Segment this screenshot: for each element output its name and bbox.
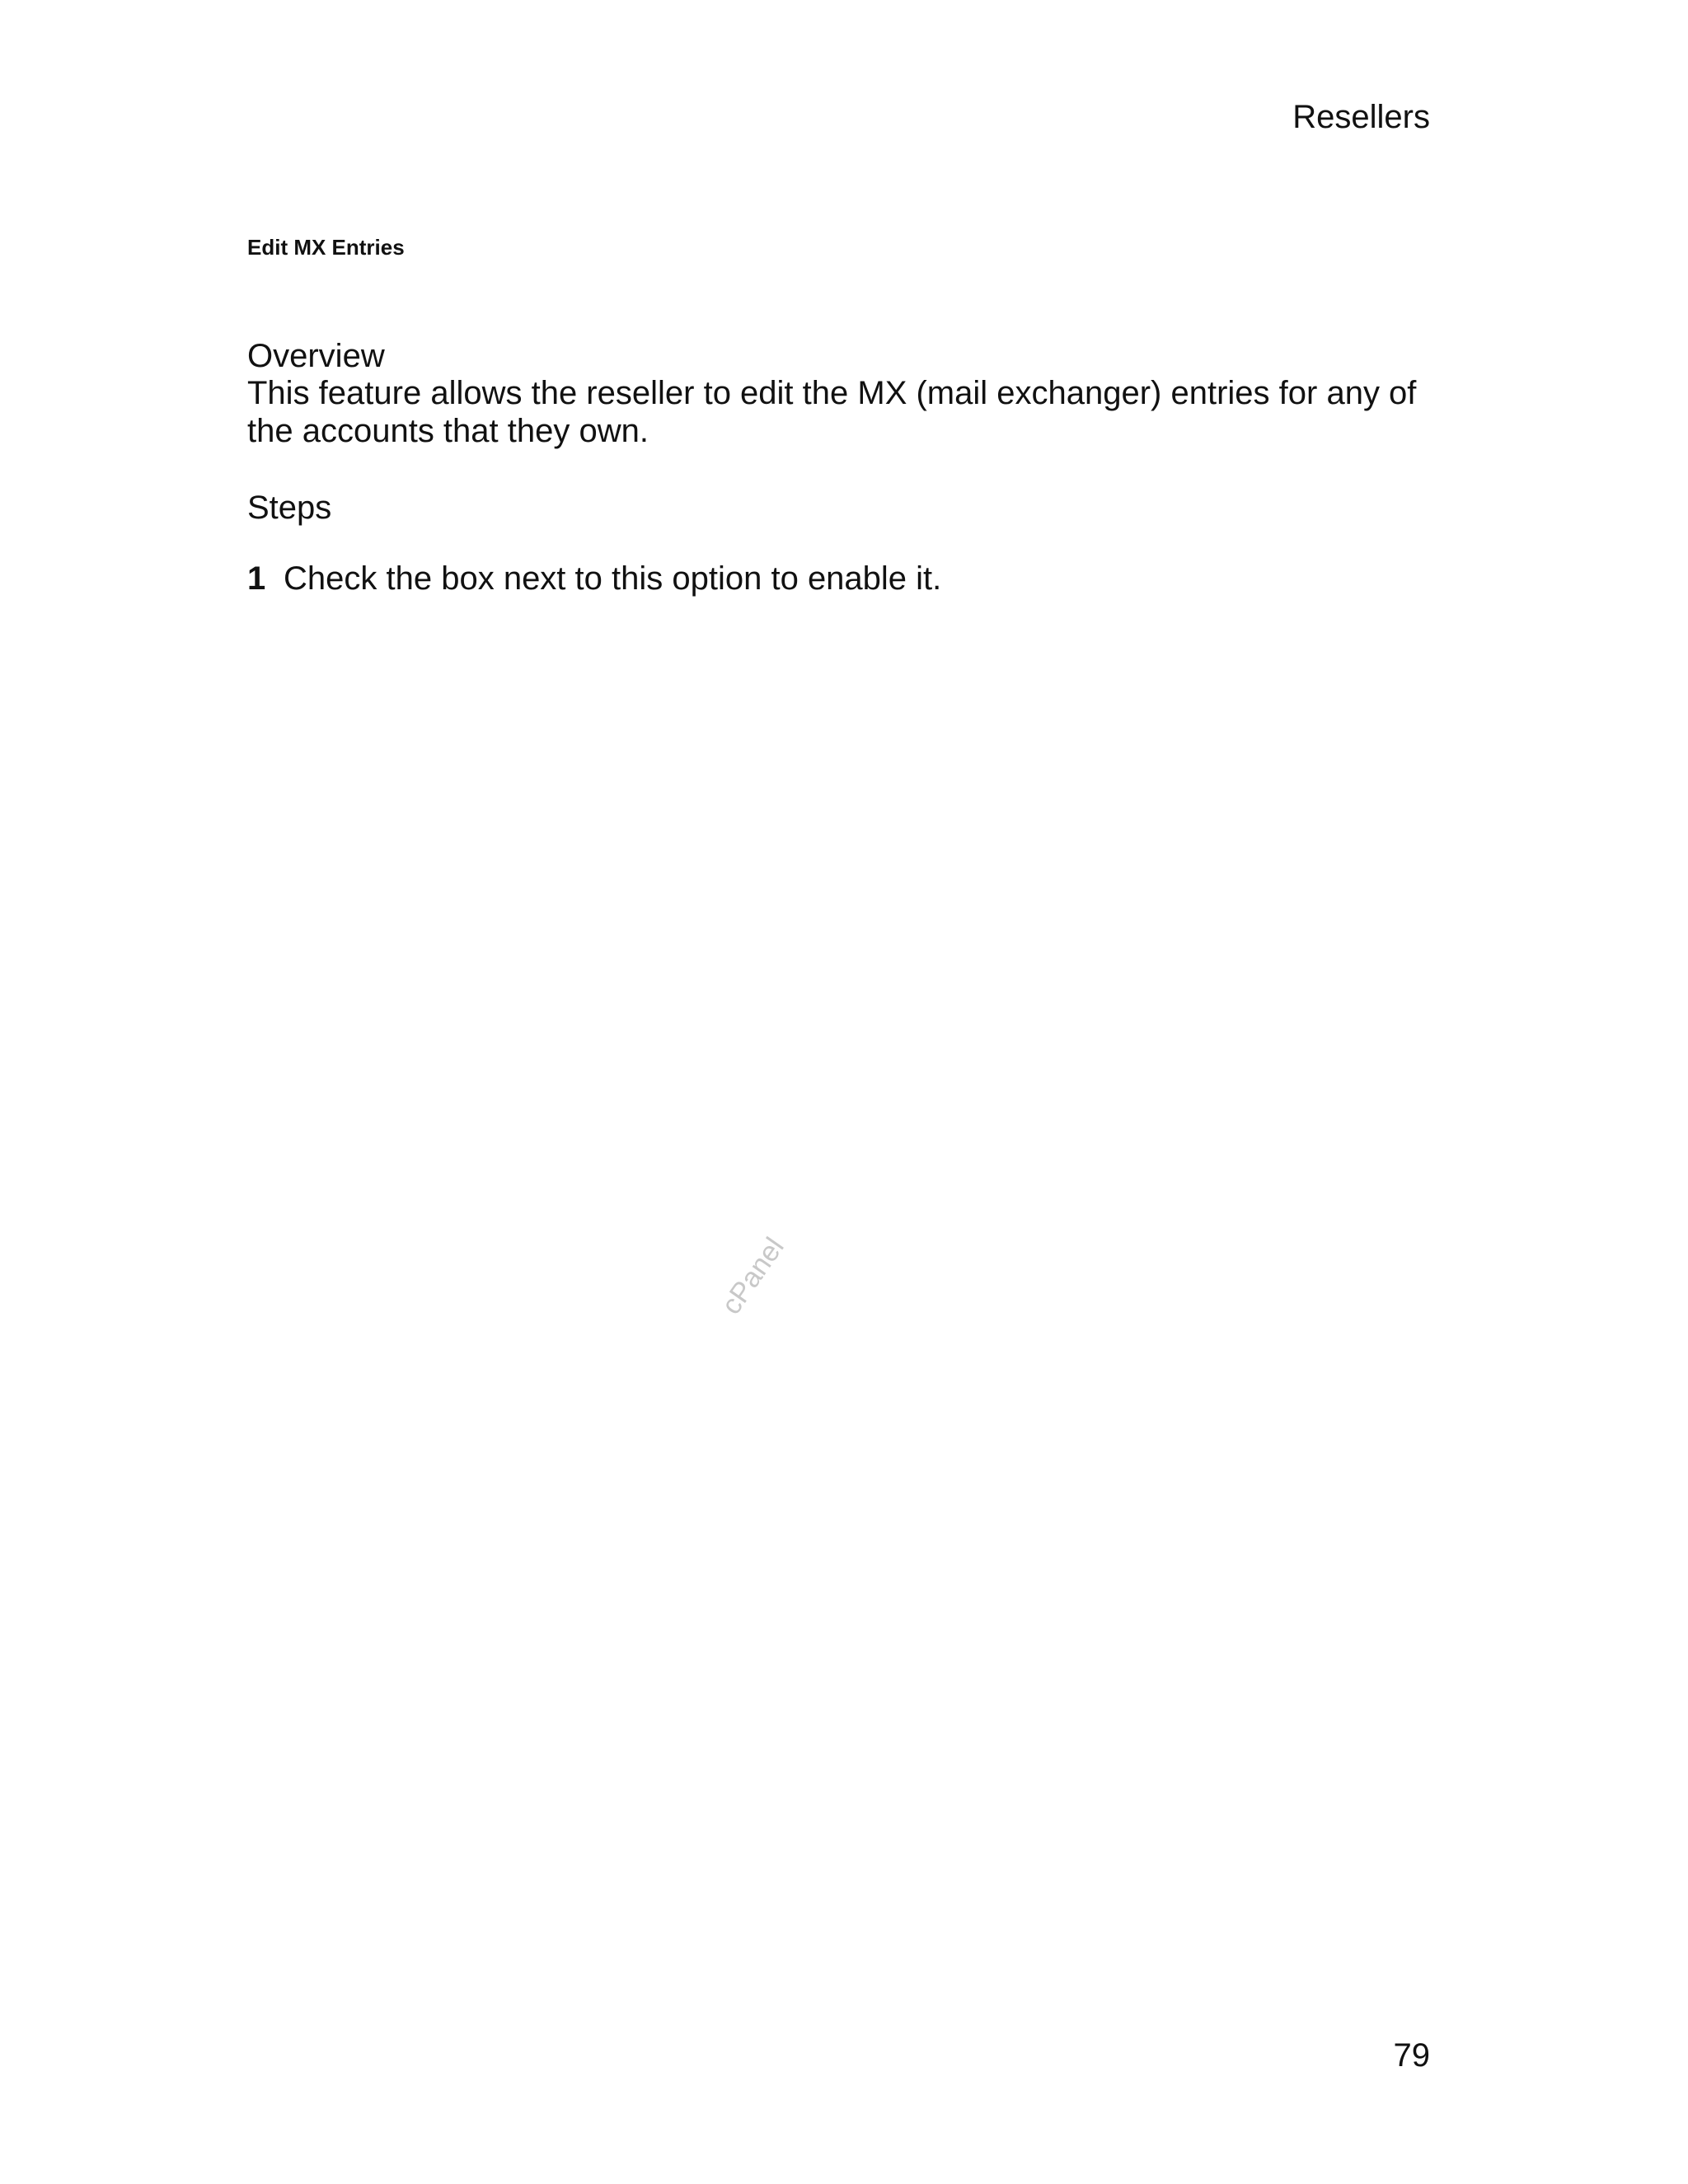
- step-number: 1: [247, 560, 266, 597]
- overview-heading: Overview: [247, 338, 385, 374]
- section-title: Edit MX Entries: [247, 235, 405, 260]
- step-text: Check the box next to this option to enable it.: [284, 560, 942, 597]
- watermark: cPanel: [715, 1231, 790, 1320]
- steps-heading: Steps: [247, 490, 332, 526]
- step-item: [247, 559, 941, 598]
- running-header: Resellers: [1292, 99, 1430, 135]
- page-number: 79: [1393, 2037, 1430, 2074]
- overview-body: This feature allows the reseller to edit the MX (mail exchanger) entries for any of the accounts that they own.: [247, 375, 1417, 449]
